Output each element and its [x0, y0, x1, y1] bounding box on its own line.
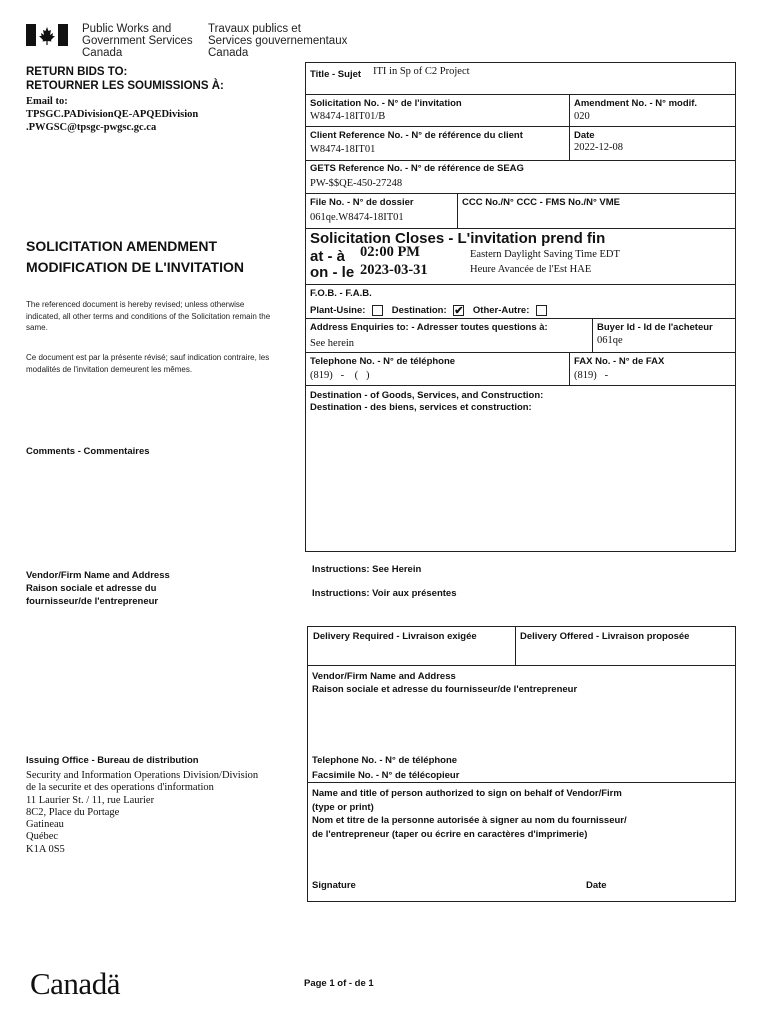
email-label: Email to:: [26, 96, 68, 107]
vendor-fax-label: Facsimile No. - N° de télécopieur: [312, 770, 460, 781]
buyer-id-value: 061qe: [597, 335, 623, 346]
address-line: K1A 0S5: [26, 843, 65, 855]
checkmark-icon: ✔: [454, 305, 464, 317]
title-label: Title - Sujet: [310, 69, 362, 80]
email-block: [26, 95, 198, 134]
destination-goods-en: Destination - of Goods, Services, and Construction:: [310, 390, 544, 401]
other-checkbox[interactable]: [536, 305, 547, 316]
vendor-label-fr-right: Raison sociale et adresse du fournisseur/de l'entrepreneur: [312, 684, 578, 695]
vendor-label-en-right: Vendor/Firm Name and Address: [312, 671, 456, 682]
plant-checkbox[interactable]: [372, 305, 383, 316]
dept-en-line: Government Services: [82, 35, 193, 47]
phone-value: (819) - ( ): [310, 370, 370, 381]
client-ref-label: Client Reference No. - N° de référence du client: [310, 130, 523, 141]
address-line: 8C2, Place du Portage: [26, 806, 120, 818]
issuing-office-label: Issuing Office - Bureau de distribution: [26, 755, 199, 766]
address-line: 11 Laurier St. / 11, rue Laurier: [26, 794, 155, 806]
gets-value: PW-$$QE-450-27248: [310, 178, 403, 189]
address-enquiries-label: Address Enquiries to: - Adresser toutes questions à:: [310, 322, 548, 333]
return-bids-heading: [26, 65, 224, 93]
return-bids-en: RETURN BIDS TO:: [26, 66, 128, 78]
buyer-id-label: Buyer Id - Id de l'acheteur: [597, 322, 713, 333]
destination-label: Destination:: [391, 305, 447, 317]
fax-label: FAX No. - N° de FAX: [574, 356, 665, 367]
amendment-title: [26, 236, 244, 278]
vendor-label-left: [26, 569, 170, 608]
date-label: Date: [574, 130, 595, 141]
delivery-offered-label: Delivery Offered - Livraison proposée: [520, 631, 690, 642]
address-line: Security and Information Operations Division/Division: [26, 770, 259, 781]
issuing-office-address: [26, 770, 258, 856]
timezone-fr: Heure Avancée de l'Est HAE: [470, 264, 592, 275]
amendment-title-fr: MODIFICATION DE L'INVITATION: [26, 259, 244, 275]
amendment-value: 020: [574, 111, 590, 122]
signature-label: Signature: [312, 880, 356, 891]
dept-en-line: Public Works and: [82, 23, 172, 35]
at-label: at - à: [310, 248, 346, 265]
comments-label: Comments - Commentaires: [26, 446, 150, 457]
dept-name-en: [82, 23, 193, 59]
dept-fr-line: Services gouvernementaux: [208, 35, 348, 47]
on-value: 2023-03-31: [360, 262, 428, 278]
authorized-line: de l'entrepreneur (taper ou écrire en caractères d'imprimerie): [312, 828, 588, 840]
address-line: Gatineau: [26, 819, 64, 831]
plant-option[interactable]: [310, 305, 547, 316]
authorized-line: (type or print): [312, 801, 374, 813]
return-bids-fr: RETOURNER LES SOUMISSIONS À:: [26, 80, 224, 92]
gets-label: GETS Reference No. - N° de référence de SEAG: [310, 163, 524, 174]
instructions-fr: Instructions: Voir aux présentes: [312, 588, 457, 599]
date-value: 2022-12-08: [574, 142, 623, 153]
dept-fr-line: Travaux publics et: [208, 23, 301, 35]
vendor-label-fr1: Raison sociale et adresse du: [26, 583, 157, 594]
authorized-line: Nom et titre de la personne autorisée à signer au nom du fournisseur/: [312, 815, 627, 826]
instructions-en: Instructions: See Herein: [312, 564, 422, 575]
dept-fr-line: Canada: [208, 47, 249, 59]
closes-title: Solicitation Closes - L'invitation prend fin: [310, 230, 606, 247]
destination-checkbox[interactable]: [453, 305, 464, 316]
file-value: 061qe.W8474-18IT01: [310, 212, 404, 223]
address-line: de la securite et des operations d'information: [26, 782, 214, 794]
address-line: Québec: [26, 831, 59, 843]
timezone-en: Eastern Daylight Saving Time EDT: [470, 249, 620, 260]
signature-date-label: Date: [586, 880, 607, 891]
revised-notice-fr: Ce document est par la présente révisé; sauf indication contraire, les modalités de l'invitation demeurent les mêmes.: [26, 353, 270, 374]
amendment-label: Amendment No. - N° modif.: [574, 98, 698, 109]
dept-name-fr: [208, 23, 347, 59]
email-address-line1[interactable]: TPSGC.PADivisionQE-APQEDivision: [26, 109, 199, 120]
amendment-title-en: SOLICITATION AMENDMENT: [26, 238, 218, 254]
page-number: Page 1 of - de 1: [304, 978, 374, 989]
address-enquiries-value: See herein: [310, 338, 355, 349]
plant-label: Plant-Usine:: [310, 305, 366, 317]
solicitation-label: Solicitation No. - N° de l'invitation: [310, 98, 462, 109]
title-value: ITI in Sp of C2 Project: [373, 66, 470, 77]
canada-flag-icon: [26, 24, 68, 46]
fob-label: F.O.B. - F.A.B.: [310, 288, 372, 299]
canada-wordmark: Canadä: [30, 966, 120, 1001]
client-ref-value: W8474-18IT01: [310, 144, 376, 155]
authorized-line: Name and title of person authorized to sign on behalf of Vendor/Firm: [312, 788, 622, 799]
vendor-label-fr2: fournisseur/de l'entrepreneur: [26, 596, 159, 607]
solicitation-value: W8474-18IT01/B: [310, 111, 386, 122]
vendor-name-address-label: [312, 670, 577, 696]
phone-label: Telephone No. - N° de téléphone: [310, 356, 456, 367]
dept-en-line: Canada: [82, 47, 123, 59]
destination-goods-label: [310, 390, 543, 414]
at-value: 02:00 PM: [360, 244, 420, 260]
fax-value: (819) -: [574, 370, 609, 381]
vendor-telephone-label: Telephone No. - N° de téléphone: [312, 755, 458, 766]
other-label: Other-Autre:: [472, 305, 530, 317]
vendor-label-en: Vendor/Firm Name and Address: [26, 570, 170, 581]
file-label: File No. - N° de dossier: [310, 197, 414, 208]
revised-notice-en: The referenced document is hereby revised; unless otherwise indicated, all other terms and conditions of the Solicitation remain the same.: [26, 300, 271, 332]
destination-goods-fr: Destination - des biens, services et construction:: [310, 402, 532, 413]
ccc-label: CCC No./N° CCC - FMS No./N° VME: [462, 197, 621, 208]
delivery-required-label: Delivery Required - Livraison exigée: [313, 631, 477, 642]
authorized-person-label: [312, 787, 627, 841]
email-address-line2[interactable]: .PWGSC@tpsgc-pwgsc.gc.ca: [26, 122, 157, 133]
on-label: on - le: [310, 264, 355, 281]
